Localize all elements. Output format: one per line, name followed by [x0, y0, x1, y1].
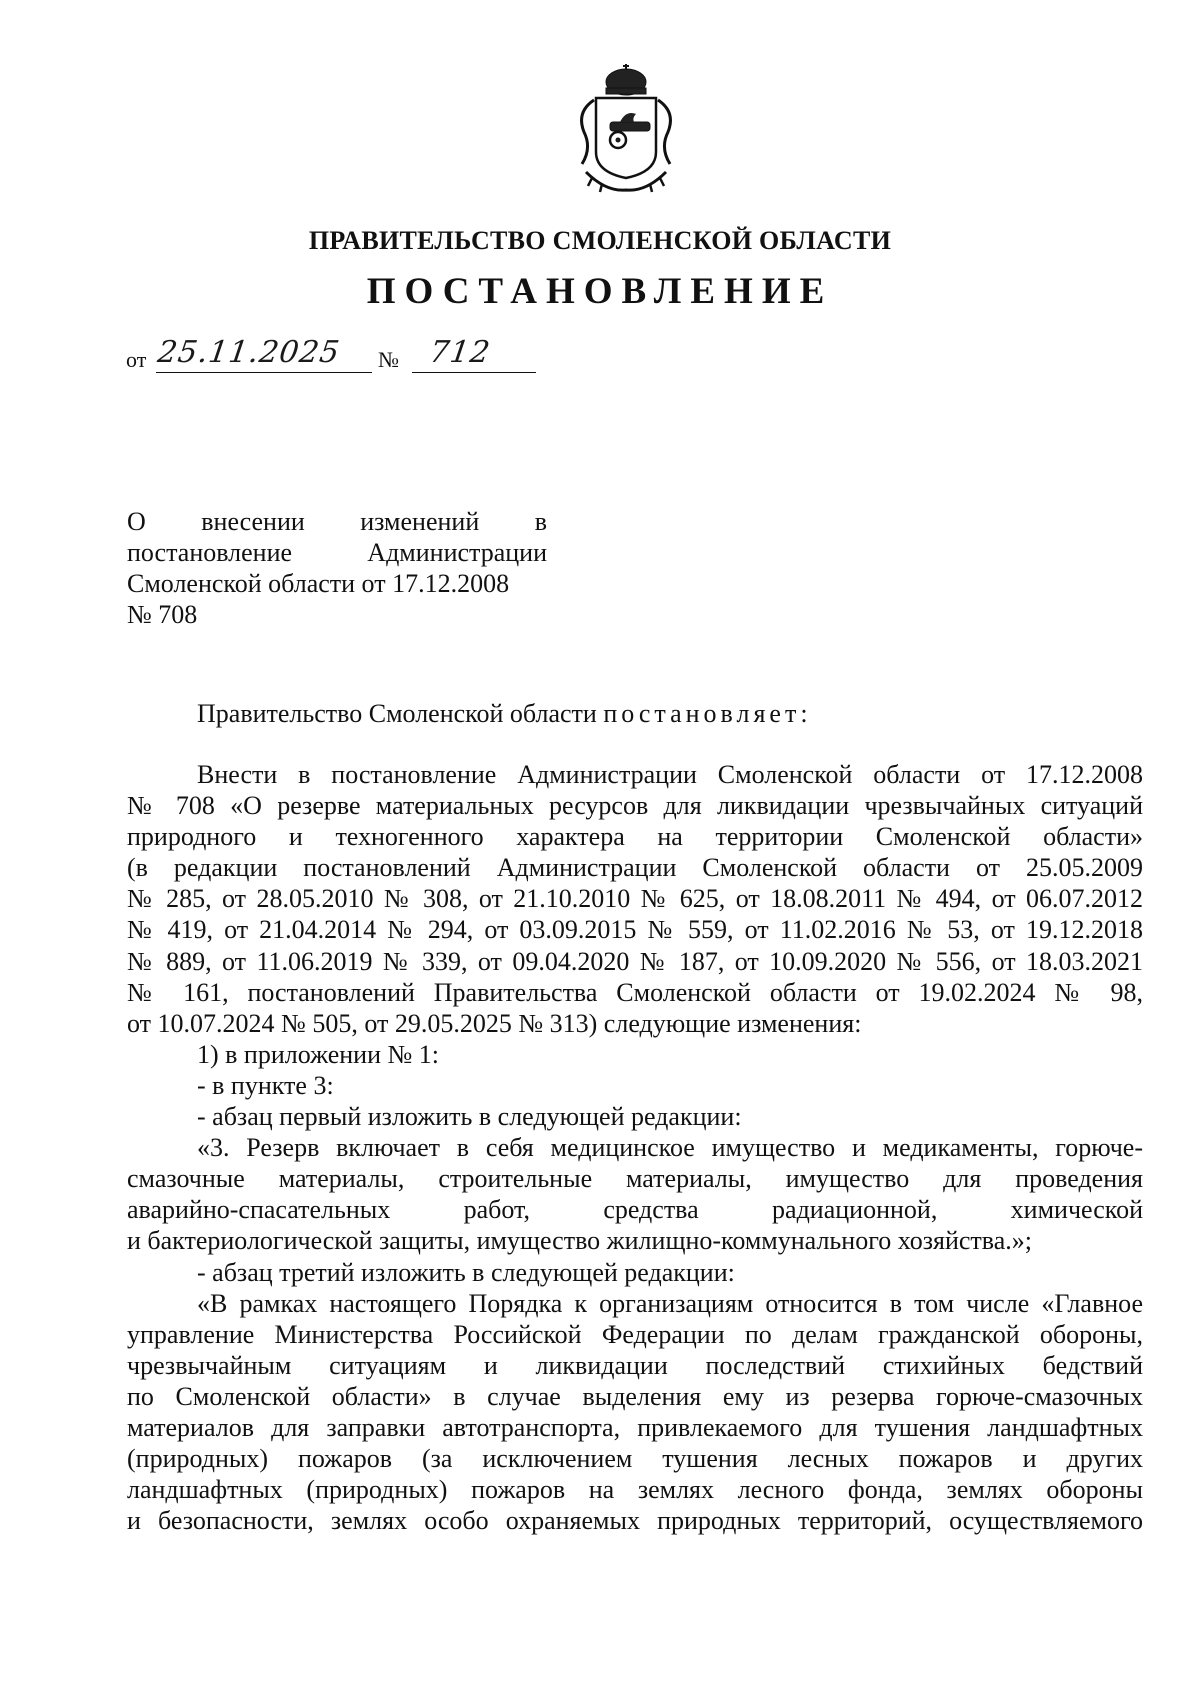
body-line: чрезвычайным ситуациям и ликвидации последствий стихийных бедствий — [127, 1350, 1143, 1380]
body-line: (природных) пожаров (за исключением тушения лесных пожаров и других — [127, 1444, 1143, 1474]
decree-preamble — [197, 699, 812, 729]
body-line: № 419, от 21.04.2014 № 294, от 03.09.2015 № 559, от 11.02.2016 № 53, от 19.12.2018 — [127, 915, 1143, 945]
body-line: и безопасности, землях особо охраняемых природных территорий, осуществляемого — [127, 1506, 1143, 1536]
body-line: и бактериологической защиты, имущество жилищно-коммунального хозяйства.»; — [127, 1226, 1032, 1256]
body-line: природного и техногенного характера на территории Смоленской области» — [127, 822, 1143, 852]
body-line: № 889, от 11.06.2019 № 339, от 09.04.2020 № 187, от 10.09.2020 № 556, от 18.03.2021 — [127, 946, 1143, 976]
body-line: материалов для заправки автотранспорта, привлекаемого для тушения ландшафтных — [127, 1412, 1143, 1442]
document-subject — [127, 506, 547, 630]
body-line: управление Министерства Российской Федерации по делам гражданской обороны, — [127, 1319, 1143, 1349]
document-title: ПОСТАНОВЛЕНИЕ — [366, 271, 834, 312]
body-line: аварийно-спасательных работ, средства радиационной, химической — [127, 1195, 1143, 1225]
body-line: по Смоленской области» в случае выделения ему из резерва горюче-смазочных — [127, 1381, 1143, 1411]
coat-of-arms-icon — [566, 60, 686, 196]
number-prefix: № — [378, 347, 399, 372]
body-line: № 708 «О резерве материальных ресурсов для ликвидации чрезвычайных ситуаций — [127, 791, 1143, 821]
preamble-decrees: постановляет: — [603, 699, 812, 728]
subject-line: Смоленской области от 17.12.2008 — [127, 569, 510, 598]
body-line: «3. Резерв включает в себя медицинское имущество и медикаменты, горюче- — [197, 1133, 1143, 1163]
body-line: смазочные материалы, строительные материалы, имущество для проведения — [127, 1164, 1143, 1194]
body-line: Внести в постановление Администрации Смоленской области от 17.12.2008 — [197, 760, 1143, 789]
subject-line: № 708 — [127, 600, 198, 629]
preamble-text: Правительство Смоленской области — [197, 699, 597, 728]
body-line: - абзац третий изложить в следующей редакции: — [197, 1257, 735, 1287]
handwritten-number: 712 — [427, 335, 493, 370]
date-underline — [156, 372, 372, 373]
number-underline — [412, 372, 536, 373]
subject-line: постановление Администрации — [127, 538, 547, 567]
body-line: от 10.07.2024 № 505, от 29.05.2025 № 313) следующие изменения: — [127, 1008, 862, 1038]
body-line: «В рамках настоящего Порядка к организациям относится в том числе «Главное — [197, 1288, 1143, 1318]
body-line: № 161, постановлений Правительства Смоленской области от 19.02.2024 № 98, — [127, 977, 1143, 1007]
body-line: - в пункте 3: — [197, 1070, 334, 1100]
document-body — [127, 759, 1143, 1536]
body-line: ландшафтных (природных) пожаров на землях лесного фонда, землях обороны — [127, 1475, 1143, 1505]
handwritten-date: 25.11.2025 — [155, 335, 343, 370]
organization-name: ПРАВИТЕЛЬСТВО СМОЛЕНСКОЙ ОБЛАСТИ — [308, 226, 892, 255]
body-line: 1) в приложении № 1: — [197, 1039, 440, 1069]
body-line: (в редакции постановлений Администрации Смоленской области от 25.05.2009 — [127, 853, 1143, 883]
date-prefix: от — [126, 347, 147, 372]
body-line: - абзац первый изложить в следующей редакции: — [197, 1102, 742, 1132]
body-line: № 285, от 28.05.2010 № 308, от 21.10.2010 № 625, от 18.08.2011 № 494, от 06.07.2012 — [127, 884, 1143, 914]
subject-line: О внесении изменений в — [127, 507, 547, 536]
